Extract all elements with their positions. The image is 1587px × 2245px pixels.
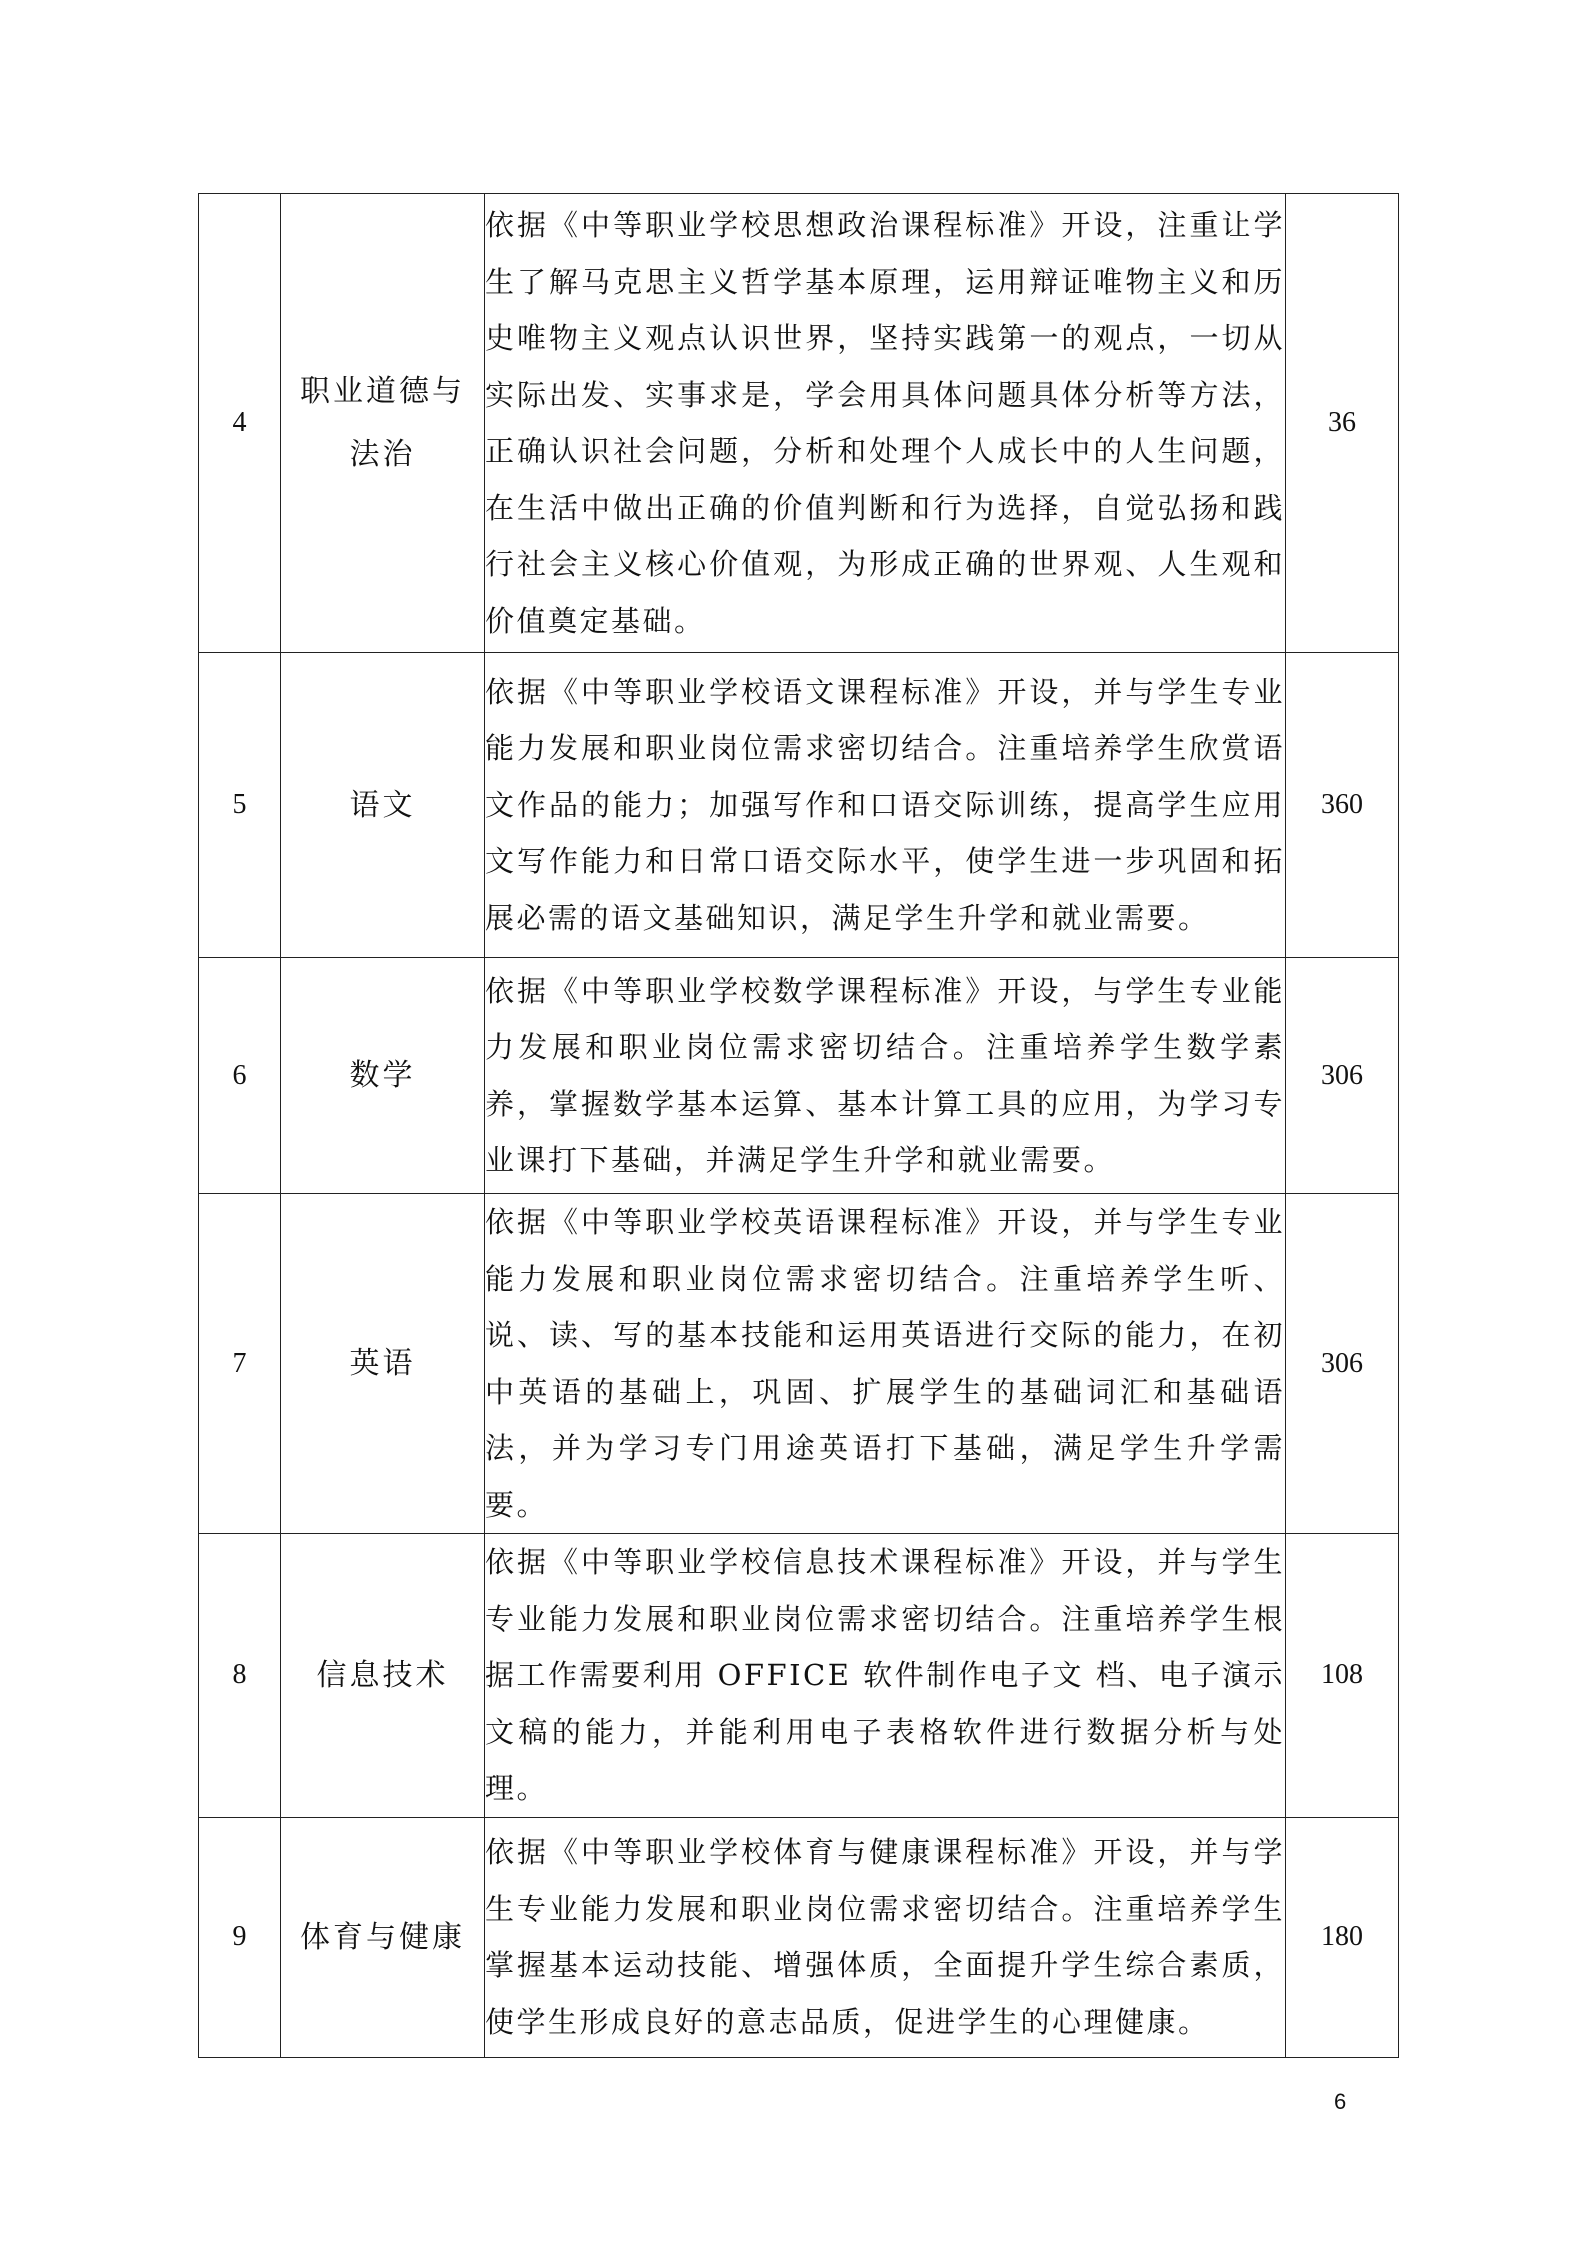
course-hours: 306 (1286, 958, 1399, 1194)
course-name: 语文 (281, 653, 485, 958)
course-hours: 180 (1286, 1817, 1399, 2057)
course-number: 4 (199, 194, 281, 653)
course-table (198, 193, 1399, 2058)
table-row (199, 1534, 1399, 1818)
page-number: 6 (1334, 2089, 1347, 2114)
course-number: 7 (199, 1194, 281, 1534)
course-description: 依据《中等职业学校英语课程标准》开设，并与学生专业能力发展和职业岗位需求密切结合。注重培养学生听、说、读、写的基本技能和运用英语进行交际的能力，在初中英语的基础上，巩固、扩展学生的基础词汇和基础语法，并为学习专门用途英语打下基础，满足学生升学需要。 (485, 1194, 1286, 1534)
course-hours: 306 (1286, 1194, 1399, 1534)
course-number: 8 (199, 1534, 281, 1818)
course-name: 体育与健康 (281, 1817, 485, 2057)
table-row (199, 958, 1399, 1194)
course-description: 依据《中等职业学校语文课程标准》开设，并与学生专业能力发展和职业岗位需求密切结合。注重培养学生欣赏语文作品的能力；加强写作和口语交际训练，提高学生应用文写作能力和日常口语交际水平，使学生进一步巩固和拓展必需的语文基础知识，满足学生升学和就业需要。 (485, 653, 1286, 958)
course-hours: 360 (1286, 653, 1399, 958)
table-row (199, 653, 1399, 958)
course-name: 数学 (281, 958, 485, 1194)
course-number: 5 (199, 653, 281, 958)
table-row (199, 1817, 1399, 2057)
course-name: 英语 (281, 1194, 485, 1534)
course-number: 6 (199, 958, 281, 1194)
course-hours: 108 (1286, 1534, 1399, 1818)
course-name: 职业道德与法治 (281, 194, 485, 653)
course-name: 信息技术 (281, 1534, 485, 1818)
course-description: 依据《中等职业学校思想政治课程标准》开设，注重让学生了解马克思主义哲学基本原理，运用辩证唯物主义和历史唯物主义观点认识世界，坚持实践第一的观点，一切从实际出发、实事求是，学会用具体问题具体分析等方法，正确认识社会问题，分析和处理个人成长中的人生问题，在生活中做出正确的价值判断和行为选择，自觉弘扬和践行社会主义核心价值观，为形成正确的世界观、人生观和价值奠定基础。 (485, 194, 1286, 653)
course-description: 依据《中等职业学校数学课程标准》开设，与学生专业能力发展和职业岗位需求密切结合。注重培养学生数学素养，掌握数学基本运算、基本计算工具的应用，为学习专业课打下基础，并满足学生升学和就业需要。 (485, 958, 1286, 1194)
course-description: 依据《中等职业学校体育与健康课程标准》开设，并与学生专业能力发展和职业岗位需求密切结合。注重培养学生掌握基本运动技能、增强体质，全面提升学生综合素质，使学生形成良好的意志品质，促进学生的心理健康。 (485, 1817, 1286, 2057)
table-row (199, 194, 1399, 653)
table-row (199, 1194, 1399, 1534)
course-hours: 36 (1286, 194, 1399, 653)
course-description: 依据《中等职业学校信息技术课程标准》开设，并与学生专业能力发展和职业岗位需求密切结合。注重培养学生根据工作需要利用 OFFICE 软件制作电子文 档、电子演示文稿的能力，并能利用电子表格软件进行数据分析与处理。 (485, 1534, 1286, 1818)
course-number: 9 (199, 1817, 281, 2057)
